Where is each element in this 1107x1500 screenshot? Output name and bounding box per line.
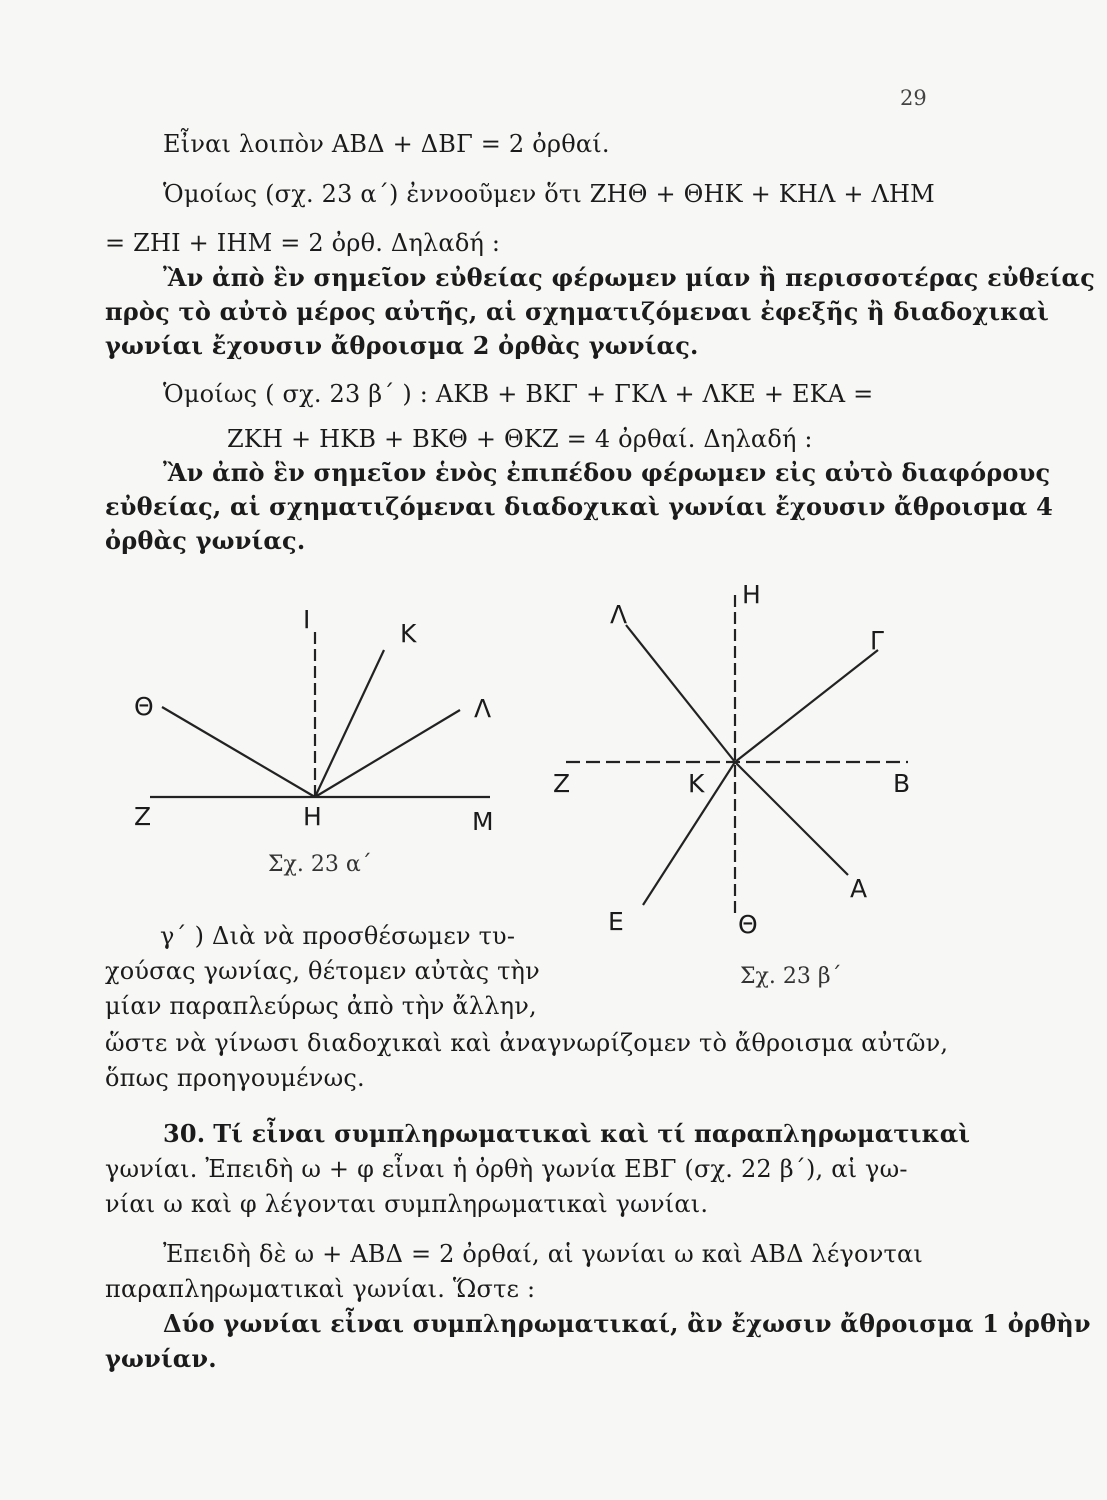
label-E: Ε: [608, 907, 624, 935]
theorem-line: Ἂν ἀπὸ ἓν σημεῖον εὐθείας φέρωμεν μίαν ἢ περισσοτέρας εὐθείας: [163, 263, 1096, 292]
label-Lambda: Λ: [610, 600, 628, 629]
text-line: Εἶναι λοιπὸν ΑΒΔ + ΔΒΓ = 2 ὀρθαί.: [163, 130, 610, 158]
text-line: ὅπως προηγουμένως.: [105, 1064, 365, 1092]
text-line: μίαν παραπλεύρως ἀπὸ τὴν ἄλλην,: [105, 992, 537, 1020]
label-K: Κ: [400, 619, 417, 648]
section-number: 30.: [163, 1119, 206, 1148]
label-Theta: Θ: [134, 692, 154, 721]
label-K: Κ: [688, 769, 705, 798]
label-Theta: Θ: [738, 910, 758, 935]
section-30-heading: [105, 1118, 971, 1150]
label-I: Ι: [303, 605, 311, 634]
label-H: Η: [303, 802, 322, 830]
label-Lambda: Λ: [474, 694, 492, 723]
definition-line: Δύο γωνίαι εἶναι συμπληρωματικαί, ἂν ἔχωσιν ἄθροισμα 1 ὀρθὴν: [163, 1309, 1091, 1338]
label-H: Η: [742, 580, 761, 609]
line-KLambda: [626, 625, 735, 762]
text-line: Ἐπειδὴ δὲ ω + ΑΒΔ = 2 ὀρθαί, αἱ γωνίαι ω καὶ ΑΒΔ λέγονται: [163, 1240, 923, 1268]
text-line: = ΖΗΙ + ΙΗΜ = 2 ὀρθ. Δηλαδή :: [105, 229, 501, 257]
label-Z: Ζ: [134, 802, 152, 830]
text-line: ΖΚΗ + ΗΚΒ + ΒΚΘ + ΘΚΖ = 4 ὀρθαί. Δηλαδή :: [227, 425, 813, 453]
figure-23b-caption: Σχ. 23 β΄: [740, 964, 842, 989]
text-line: χούσας γωνίας, θέτομεν αὐτὰς τὴν: [105, 957, 540, 985]
page-number: 29: [900, 86, 927, 110]
line-HK: [315, 650, 384, 797]
theorem-line: ὀρθὰς γωνίας.: [105, 526, 306, 555]
theorem-line: πρὸς τὸ αὐτὸ μέρος αὐτῆς, αἱ σχηματιζόμεναι ἐφεξῆς ἢ διαδοχικαὶ: [105, 297, 1049, 326]
line-HLambda: [315, 710, 460, 797]
label-B: Β: [893, 769, 911, 798]
text-line: ὥστε νὰ γίνωσι διαδοχικαὶ καὶ ἀναγνωρίζομεν τὸ ἄθροισμα αὐτῶν,: [105, 1029, 949, 1057]
line-KGamma: [735, 650, 878, 762]
theorem-line: εὐθείας, αἱ σχηματιζόμεναι διαδοχικαὶ γωνίαι ἔχουσιν ἄθροισμα 4: [105, 492, 1054, 521]
line-KA: [735, 762, 848, 875]
label-A: Α: [850, 874, 868, 903]
text-line: Ὁμοίως ( σχ. 23 β΄ ) : ΑΚΒ + ΒΚΓ + ΓΚΛ + ΛΚΕ + ΕΚΑ =: [163, 380, 874, 408]
text-line: νίαι ω καὶ φ λέγονται συμπληρωματικαὶ γωνίαι.: [105, 1190, 709, 1218]
section-title: Τί εἶναι συμπληρωματικαὶ καὶ τί παραπληρωματικαὶ: [213, 1119, 971, 1148]
text-line: Ὁμοίως (σχ. 23 α΄) ἐννοοῦμεν ὅτι ΖΗΘ + ΘΗΚ + ΚΗΛ + ΛΗΜ: [163, 180, 935, 208]
figure-23b: [548, 575, 928, 935]
text-line: γ΄ ) Διὰ νὰ προσθέσωμεν τυ-: [160, 922, 516, 950]
text-line: γωνίαι. Ἐπειδὴ ω + φ εἶναι ἡ ὀρθὴ γωνία ΕΒΓ (σχ. 22 β΄), αἱ γω-: [105, 1155, 908, 1183]
figure-23a-caption: Σχ. 23 α΄: [268, 852, 372, 877]
label-Gamma: Γ: [870, 626, 884, 655]
theorem-line: γωνίαι ἔχουσιν ἄθροισμα 2 ὀρθὰς γωνίας.: [105, 331, 699, 360]
theorem-line: Ἂν ἀπὸ ἓν σημεῖον ἑνὸς ἐπιπέδου φέρωμεν εἰς αὐτὸ διαφόρους: [163, 458, 1051, 487]
line-HTheta: [162, 707, 315, 797]
label-Z: Ζ: [553, 769, 571, 798]
definition-line: γωνίαν.: [105, 1344, 217, 1373]
figure-23a: [120, 600, 520, 830]
label-M: Μ: [472, 807, 494, 830]
text-line: παραπληρωματικαὶ γωνίαι. Ὥστε :: [105, 1275, 536, 1303]
